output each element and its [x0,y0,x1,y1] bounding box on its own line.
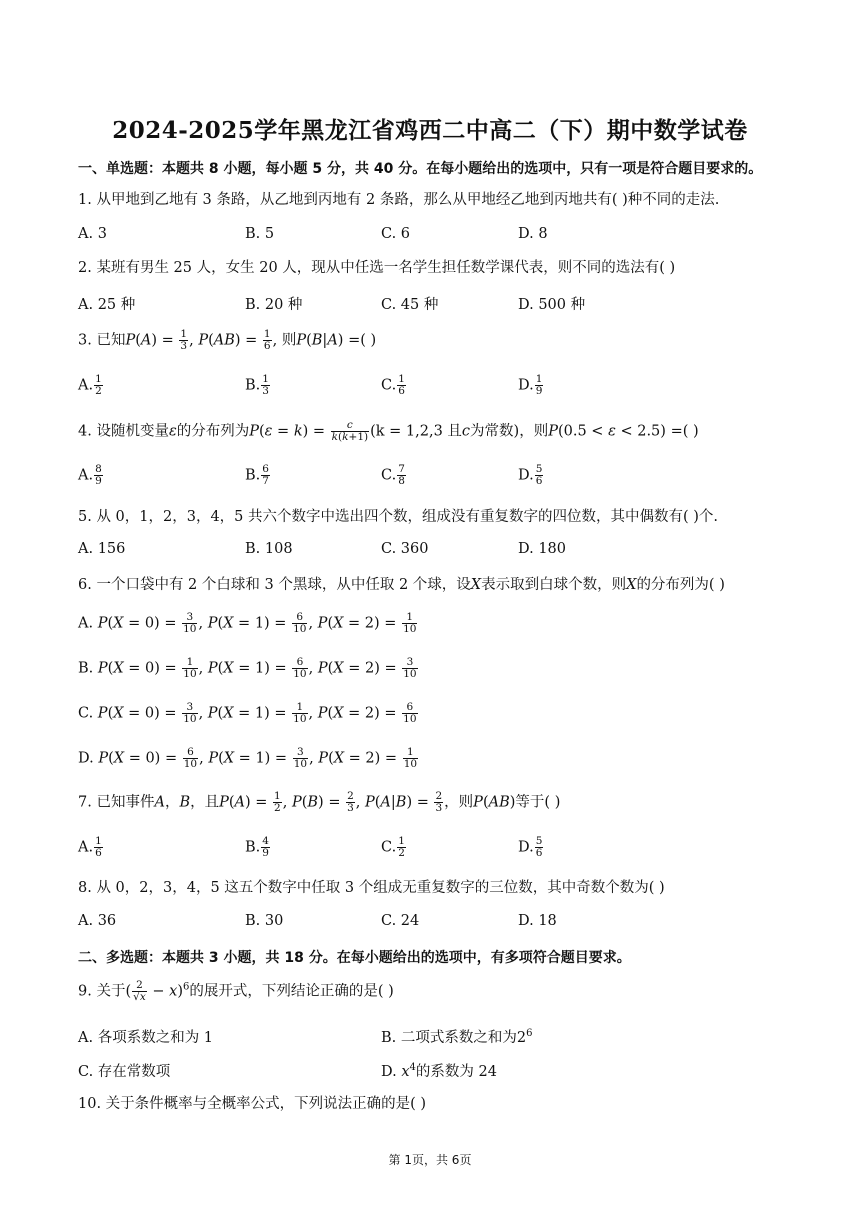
option-c: C. $\frac{7}{8}$ [381,463,405,488]
option-b: B. $\frac{1}{3}$ [245,373,269,398]
question-3: 3. 已知P(A) = $\frac{1}{3}$ , P(AB) = $\frac{1}{6}$ , 则P(B|A) =( ) [78,328,377,353]
option-d: D. $x^4$的系数为 24 [381,1062,497,1080]
option-a: A. 156 [78,541,126,557]
option-b: B. P(X = 0) = $\frac{1}{10}$ , P(X = 1) = $\frac{6}{10}$ , P(X = 2) = $\frac{3}{10}$ [78,656,417,681]
question-6: 6. 一个口袋中有 2 个白球和 3 个黑球，从中任取 2 个球，设X表示取到白球个数，则X的分布列为( ) [78,577,725,593]
option-a: A. $\frac{1}{6}$ [78,835,102,860]
option-d: D. P(X = 0) = $\frac{6}{10}$ , P(X = 1) = $\frac{3}{10}$ , P(X = 2) = $\frac{1}{10}$ [78,746,418,771]
question-2: 2. 某班有男生 25 人，女生 20 人，现从中任选一名学生担任数学课代表，则不同的选法有( ) [78,260,676,276]
option-d: D. $\frac{5}{6}$ [518,463,543,488]
question-10: 10. 关于条件概率与全概率公式，下列说法正确的是( ) [78,1096,427,1112]
option-a: A. $\frac{8}{9}$ [78,463,102,488]
option-c: C. 6 [381,226,411,242]
option-c: C. 45 种 [381,297,439,313]
option-d: D. 180 [518,541,567,557]
question-9: 9. 关于( $\frac{2}{√x}$ − x)$^6$的展开式，下列结论正确的是( ) [78,979,394,1004]
option-c: C. 存在常数项 [78,1064,171,1080]
section-2-heading: 二、多选题：本题共 3 小题，共 18 分。在每小题给出的选项中，有多项符合题目要求。 [78,950,631,966]
option-b: B. 108 [245,541,293,557]
page-footer: 第 1页，共 6页 [388,1153,472,1167]
option-b: B. 30 [245,913,284,929]
option-c: C. P(X = 0) = $\frac{3}{10}$ , P(X = 1) = $\frac{1}{10}$ , P(X = 2) = $\frac{6}{10}$ [78,701,417,726]
option-b: B. 5 [245,226,275,242]
option-c: C. $\frac{1}{2}$ [381,835,405,860]
option-a: A. 36 [78,913,117,929]
option-a: A. 25 种 [78,297,136,313]
option-b: B. $\frac{6}{7}$ [245,463,269,488]
option-d: D. 8 [518,226,548,242]
option-b: B. 20 种 [245,297,303,313]
question-1: 1. 从甲地到乙地有 3 条路，从乙地到丙地有 2 条路，那么从甲地经乙地到丙地共有( )种不同的走法. [78,192,720,208]
option-d: D. $\frac{1}{9}$ [518,373,543,398]
option-a: A. $\frac{1}{2}$ [78,373,102,398]
option-a: A. P(X = 0) = $\frac{3}{10}$ , P(X = 1) = $\frac{6}{10}$ , P(X = 2) = $\frac{1}{10}$ [78,611,417,636]
question-4: 4. 设随机变量ε的分布列为P(ε = k) = $\frac{c}{k(k+1)}$ (k = 1,2,3 且c为常数)，则P(0.5 < ε < 2.5) =( ) [78,419,699,444]
question-8: 8. 从 0，2，3，4，5 这五个数字中任取 3 个组成无重复数字的三位数，其中奇数个数为( ) [78,880,665,896]
question-7: 7. 已知事件A，B，且P(A) = $\frac{1}{2}$ , P(B) = $\frac{2}{3}$ , P(A|B) = $\frac{2}{3}$ ，则P(AB)等于( ) [78,790,561,815]
option-b: B. $\frac{4}{9}$ [245,835,269,860]
option-a: A. 3 [78,226,107,242]
question-5: 5. 从 0，1，2，3，4，5 共六个数字中选出四个数，组成没有重复数字的四位数，其中偶数有( )个. [78,509,719,525]
option-b: B. 二项式系数之和为$2^6$ [381,1028,533,1046]
option-d: D. $\frac{5}{6}$ [518,835,543,860]
option-d: D. 500 种 [518,297,586,313]
page-title: 2024-2025学年黑龙江省鸡西二中高二（下）期中数学试卷 [112,117,748,144]
option-c: C. 360 [381,541,429,557]
option-c: C. 24 [381,913,420,929]
question-3-text: 3. 已知 [78,332,126,349]
section-1-heading: 一、单选题：本题共 8 小题，每小题 5 分，共 40 分。在每小题给出的选项中，只有一项是符合题目要求的。 [78,161,763,177]
option-d: D. 18 [518,913,557,929]
option-c: C. $\frac{1}{6}$ [381,373,405,398]
option-a: A. 各项系数之和为 1 [78,1030,214,1046]
